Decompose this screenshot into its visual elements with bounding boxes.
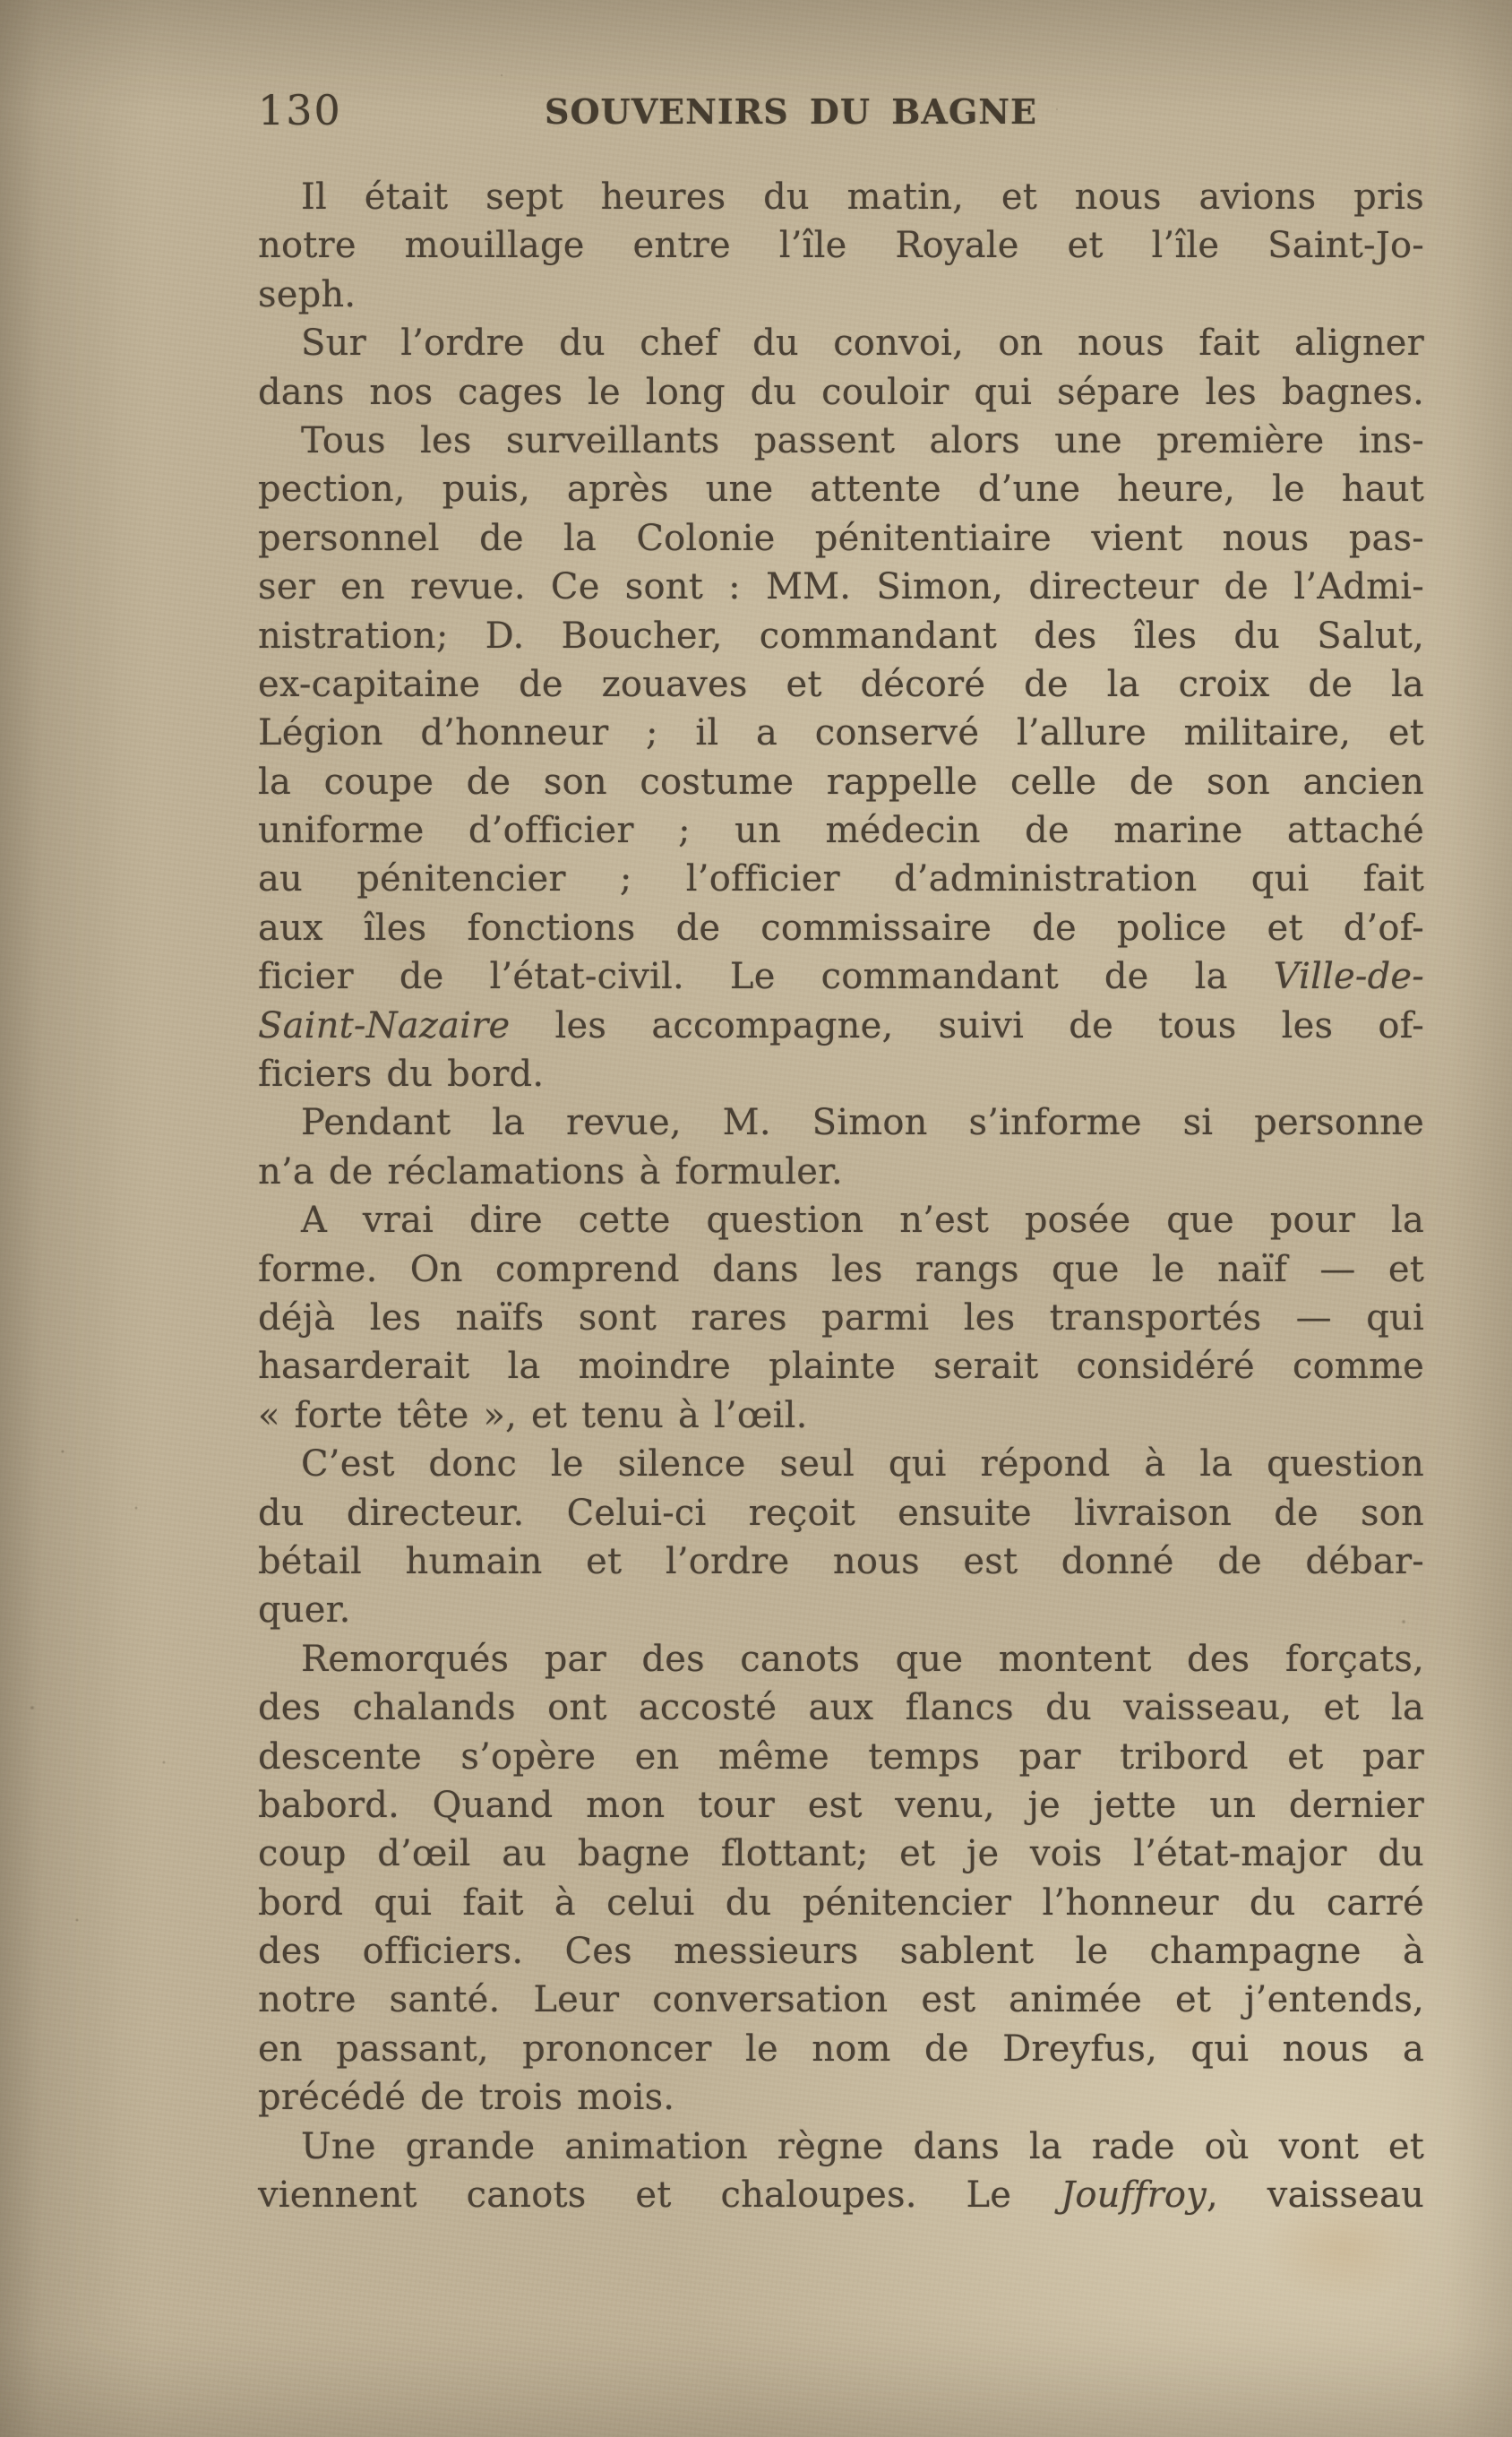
- text-line: [258, 2123, 1424, 2171]
- text-line: [258, 855, 1424, 903]
- text-run: seph.: [258, 273, 357, 315]
- text-line: [258, 1098, 1424, 1147]
- running-title: SOUVENIRS DU BAGNE: [545, 91, 1037, 132]
- text-line: [258, 1684, 1424, 1732]
- text-run: uniforme d’officier ; un médecin de marine attaché: [258, 810, 1424, 852]
- text-run: n’a de réclamations à formuler.: [258, 1150, 843, 1193]
- text-run: descente s’opère en même temps par tribord et par: [258, 1735, 1424, 1778]
- text-run: notre santé. Leur conversation est animée et j’entends,: [258, 1979, 1424, 2021]
- text-run: des officiers. Ces messieurs sablent le champagne à: [258, 1931, 1424, 1973]
- text-run: en passant, prononcer le nom de Dreyfus, qui nous a: [258, 2028, 1424, 2070]
- text-line: [258, 1976, 1424, 2024]
- text-run: forme. On comprend dans les rangs que le naïf — et: [258, 1248, 1424, 1290]
- text-run: notre mouillage entre l’île Royale et l’île Saint-Jo-: [258, 225, 1424, 267]
- text-run: précédé de trois mois.: [258, 2077, 675, 2119]
- text-line: [258, 952, 1424, 1001]
- text-line: [258, 1245, 1424, 1294]
- italic-run: Saint-Nazaire: [258, 1004, 511, 1046]
- text-line: [258, 563, 1424, 611]
- text-run: dans nos cages le long du couloir qui sépare les bagnes.: [258, 371, 1424, 413]
- text-line: [258, 1635, 1424, 1684]
- text-line: [258, 319, 1424, 367]
- text-run: viennent canots et chaloupes. Le: [258, 2174, 1061, 2217]
- text-line: [258, 806, 1424, 855]
- text-run: coup d’œil au bagne flottant; et je vois l’état-major du: [258, 1833, 1424, 1875]
- text-line: [258, 173, 1424, 221]
- text-line: [258, 271, 1424, 319]
- text-line: [258, 1050, 1424, 1098]
- text-line: [258, 1489, 1424, 1537]
- text-line: [258, 1294, 1424, 1342]
- text-run: ser en revue. Ce sont : MM. Simon, directeur de l’Admi-: [258, 566, 1424, 608]
- text-line: [258, 1927, 1424, 1976]
- text-line: [258, 660, 1424, 709]
- text-run: ficier de l’état-civil. Le commandant de la: [258, 956, 1274, 998]
- text-line: [258, 514, 1424, 563]
- text-run: bord qui fait à celui du pénitencier l’honneur du carré: [258, 1882, 1424, 1924]
- text-run: la coupe de son costume rappelle celle de son ancien: [258, 761, 1424, 803]
- text-line: [258, 758, 1424, 806]
- text-run: déjà les naïfs sont rares parmi les transportés — qui: [258, 1296, 1424, 1339]
- text-run: Sur l’ordre du chef du convoi, on nous fait aligner: [301, 323, 1424, 365]
- text-run: quer.: [258, 1589, 351, 1632]
- text-run: « forte tête », et tenu à l’œil.: [258, 1394, 808, 1436]
- text-line: [258, 417, 1424, 465]
- text-line: [258, 1781, 1424, 1830]
- text-run: C’est donc le silence seul qui répond à la question: [301, 1443, 1424, 1485]
- text-run: hasarderait la moindre plainte serait considéré comme: [258, 1346, 1424, 1388]
- text-run: Une grande animation règne dans la rade où vont et: [301, 2125, 1424, 2167]
- text-run: des chalands ont accosté aux flancs du vaisseau, et la: [258, 1687, 1424, 1729]
- page-body: [258, 173, 1424, 2219]
- text-line: [258, 1196, 1424, 1244]
- text-run: aux îles fonctions de commissaire de police et d’of-: [258, 907, 1424, 949]
- text-run: Pendant la revue, M. Simon s’informe si personne: [301, 1102, 1424, 1144]
- text-line: [258, 1879, 1424, 1927]
- text-line: [258, 368, 1424, 417]
- text-run: Légion d’honneur ; il a conservé l’allure militaire, et: [258, 712, 1424, 754]
- text-run: Il était sept heures du matin, et nous avions pris: [301, 177, 1424, 218]
- italic-run: Ville-de-: [1273, 956, 1424, 998]
- page-number: 130: [258, 86, 342, 134]
- text-run: bétail humain et l’ordre nous est donné de débar-: [258, 1540, 1424, 1582]
- text-run: babord. Quand mon tour est venu, je jette un dernier: [258, 1784, 1424, 1826]
- text-line: [258, 2171, 1424, 2219]
- text-run: ex-capitaine de zouaves et décoré de la croix de la: [258, 663, 1424, 705]
- text-line: [258, 904, 1424, 952]
- text-line: [258, 1586, 1424, 1634]
- text-line: [258, 612, 1424, 660]
- text-run: Remorqués par des canots que montent des forçats,: [301, 1638, 1424, 1680]
- text-run: du directeur. Celui-ci reçoit ensuite livraison de son: [258, 1492, 1424, 1534]
- text-line: [258, 465, 1424, 513]
- page-header: [258, 88, 1424, 142]
- text-run: A vrai dire cette question n’est posée que pour la: [301, 1200, 1424, 1242]
- text-line: [258, 1148, 1424, 1196]
- text-line: [258, 1733, 1424, 1781]
- text-run: ficiers du bord.: [258, 1054, 545, 1096]
- text-line: [258, 221, 1424, 270]
- text-run: personnel de la Colonie pénitentiaire vient nous pas-: [258, 517, 1424, 559]
- text-line: [258, 1440, 1424, 1488]
- text-line: [258, 2073, 1424, 2122]
- text-line: [258, 1391, 1424, 1440]
- text-line: [258, 1342, 1424, 1391]
- text-line: [258, 1830, 1424, 1878]
- text-run: les accompagne, suivi de tous les of-: [510, 1004, 1424, 1046]
- text-run: nistration; D. Boucher, commandant des îles du Salut,: [258, 615, 1424, 657]
- text-line: [258, 2025, 1424, 2073]
- text-run: Tous les surveillants passent alors une première ins-: [301, 419, 1424, 461]
- text-line: [258, 709, 1424, 757]
- text-run: , vaisseau: [1206, 2174, 1424, 2217]
- text-run: au pénitencier ; l’officier d’administration qui fait: [258, 858, 1424, 900]
- text-line: [258, 1002, 1424, 1050]
- text-run: pection, puis, après une attente d’une heure, le haut: [258, 469, 1424, 511]
- italic-run: Jouffroy: [1061, 2174, 1207, 2217]
- text-line: [258, 1537, 1424, 1586]
